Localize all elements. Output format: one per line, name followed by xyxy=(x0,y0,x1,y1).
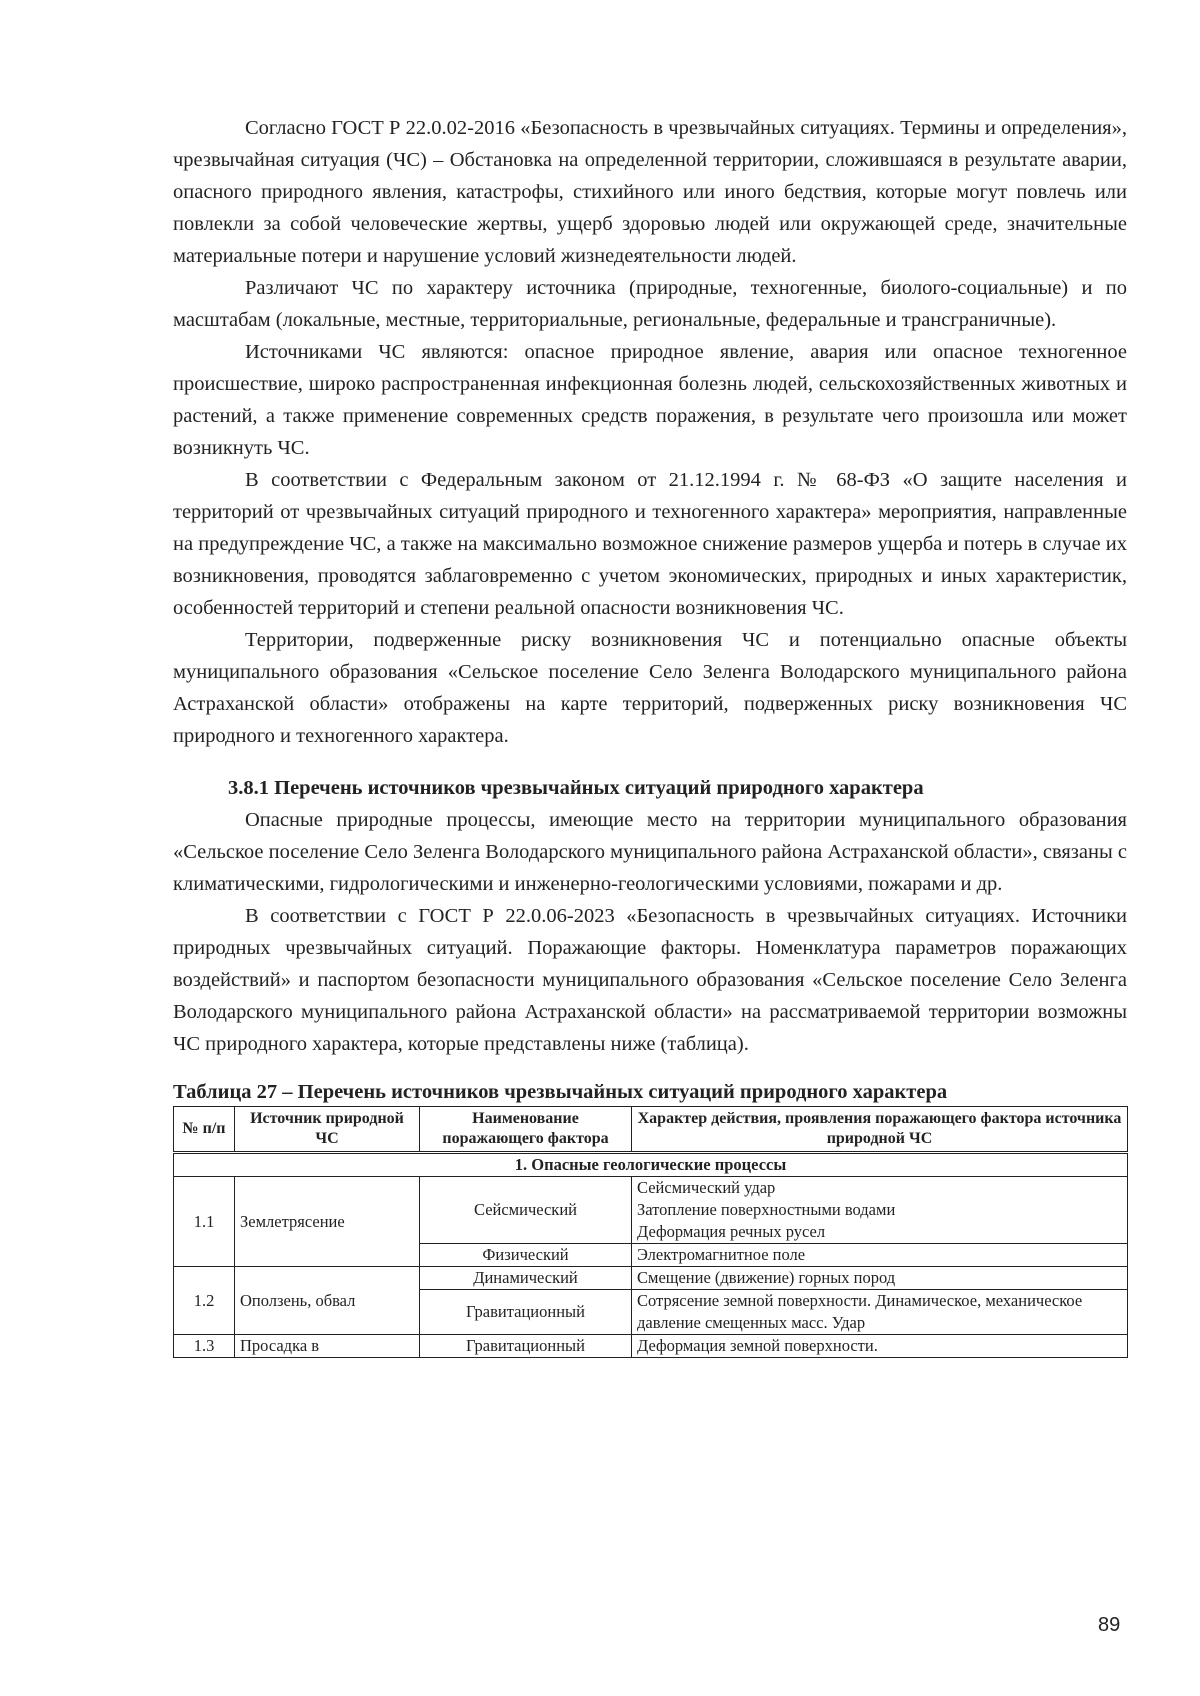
cell-character: Деформация земной поверхности. xyxy=(632,1335,1128,1358)
paragraph-chs-sources: Источниками ЧС являются: опасное природное явление, авария или опасное техногенное происшествие, широко распространенная инфекционная болезнь людей, сельскохозяйственных животных и растений, а также применение современных средств поражения, в результате чего произошла или может возникнуть ЧС. xyxy=(173,341,1127,459)
section-heading: 3.8.1 Перечень источников чрезвычайных ситуаций природного характера xyxy=(228,777,924,799)
cell-source: Землетрясение xyxy=(235,1177,420,1267)
cell-source: Оползень, обвал xyxy=(235,1267,420,1335)
table-caption: Таблица 27 – Перечень источников чрезвычайных ситуаций природного характера xyxy=(173,1081,948,1103)
table-group-row xyxy=(174,1153,1128,1177)
header-factor: Наименование поражающего фактора xyxy=(420,1107,632,1153)
document-page xyxy=(173,112,1127,1358)
header-num: № п/п xyxy=(174,1107,235,1153)
cell-character: Сотрясение земной поверхности. Динамическое, механическое давление смещенных масс. Удар xyxy=(632,1290,1128,1335)
cell-factor: Динамический xyxy=(420,1267,632,1290)
paragraph-natural-processes: Опасные природные процессы, имеющие место на территории муниципального образования «Сельское поселение Село Зеленга Володарского муниципального района Астраханской области», связаны с климатическими, гидрологическими и инженерно-геологическими условиями, пожарами и др. xyxy=(173,809,1127,895)
cell-num: 1.2 xyxy=(174,1267,235,1335)
cell-factor: Гравитационный xyxy=(420,1335,632,1358)
header-source: Источник природной ЧС xyxy=(235,1107,420,1153)
sources-table xyxy=(173,1106,1128,1358)
table-row xyxy=(174,1335,1128,1358)
character-line: Затопление поверхностными водами xyxy=(637,1200,896,1219)
paragraph-gost-reference: В соответствии с ГОСТ Р 22.0.06-2023 «Безопасность в чрезвычайных ситуациях. Источники природных чрезвычайных ситуаций. Поражающие факторы. Номенклатура параметров поражающих воздействий» и паспортом безопасности муниципального образования «Сельское поселение Село Зеленга Володарского муниципального района Астраханской области» на рассматриваемой территории возможны ЧС природного характера, которые представлены ниже (таблица). xyxy=(173,905,1127,1055)
page-number: 89 xyxy=(1098,1614,1121,1636)
paragraph-territories-map: Территории, подверженные риску возникновения ЧС и потенциально опасные объекты муниципального образования «Сельское поселение Село Зеленга Володарского муниципального района Астраханской области» отображены на карте территорий, подверженных риску возникновения ЧС природного и техногенного характера. xyxy=(173,629,1127,747)
cell-source: Просадка в xyxy=(235,1335,420,1358)
paragraph-chs-definition: Согласно ГОСТ Р 22.0.02-2016 «Безопасность в чрезвычайных ситуациях. Термины и определения», чрезвычайная ситуация (ЧС) – Обстановка на определенной территории, сложившаяся в результате аварии, опасного природного явления, катастрофы, стихийного или иного бедствия, которые могут повлечь или повлекли за собой человеческие жертвы, ущерб здоровью людей или окружающей среде, значительные материальные потери и нарушение условий жизнедеятельности людей. xyxy=(173,117,1127,267)
cell-num: 1.1 xyxy=(174,1177,235,1267)
group-geological: 1. Опасные геологические процессы xyxy=(174,1153,1128,1177)
table-header-row xyxy=(174,1107,1128,1153)
character-line: Деформация речных русел xyxy=(637,1222,826,1241)
paragraph-chs-classification: Различают ЧС по характеру источника (природные, техногенные, биолого-социальные) и по масштабам (локальные, местные, территориальные, региональные, федеральные и трансграничные). xyxy=(173,277,1127,331)
cell-num: 1.3 xyxy=(174,1335,235,1358)
cell-factor: Физический xyxy=(420,1244,632,1267)
header-character: Характер действия, проявления поражающего фактора источника природной ЧС xyxy=(632,1107,1128,1153)
cell-factor: Сейсмический xyxy=(420,1177,632,1244)
table-row xyxy=(174,1267,1128,1290)
table-row xyxy=(174,1177,1128,1244)
cell-character: Смещение (движение) горных пород xyxy=(632,1267,1128,1290)
cell-factor: Гравитационный xyxy=(420,1290,632,1335)
cell-character: Электромагнитное поле xyxy=(632,1244,1128,1267)
cell-character xyxy=(632,1177,1128,1244)
character-line: Сейсмический удар xyxy=(637,1178,776,1197)
paragraph-federal-law: В соответствии с Федеральным законом от 21.12.1994 г. № 68-ФЗ «О защите населения и территорий от чрезвычайных ситуаций природного и техногенного характера» мероприятия, направленные на предупреждение ЧС, а также на максимально возможное снижение размеров ущерба и потерь в случае их возникновения, проводятся заблаговременно с учетом экономических, природных и иных характеристик, особенностей территорий и степени реальной опасности возникновения ЧС. xyxy=(173,469,1127,619)
